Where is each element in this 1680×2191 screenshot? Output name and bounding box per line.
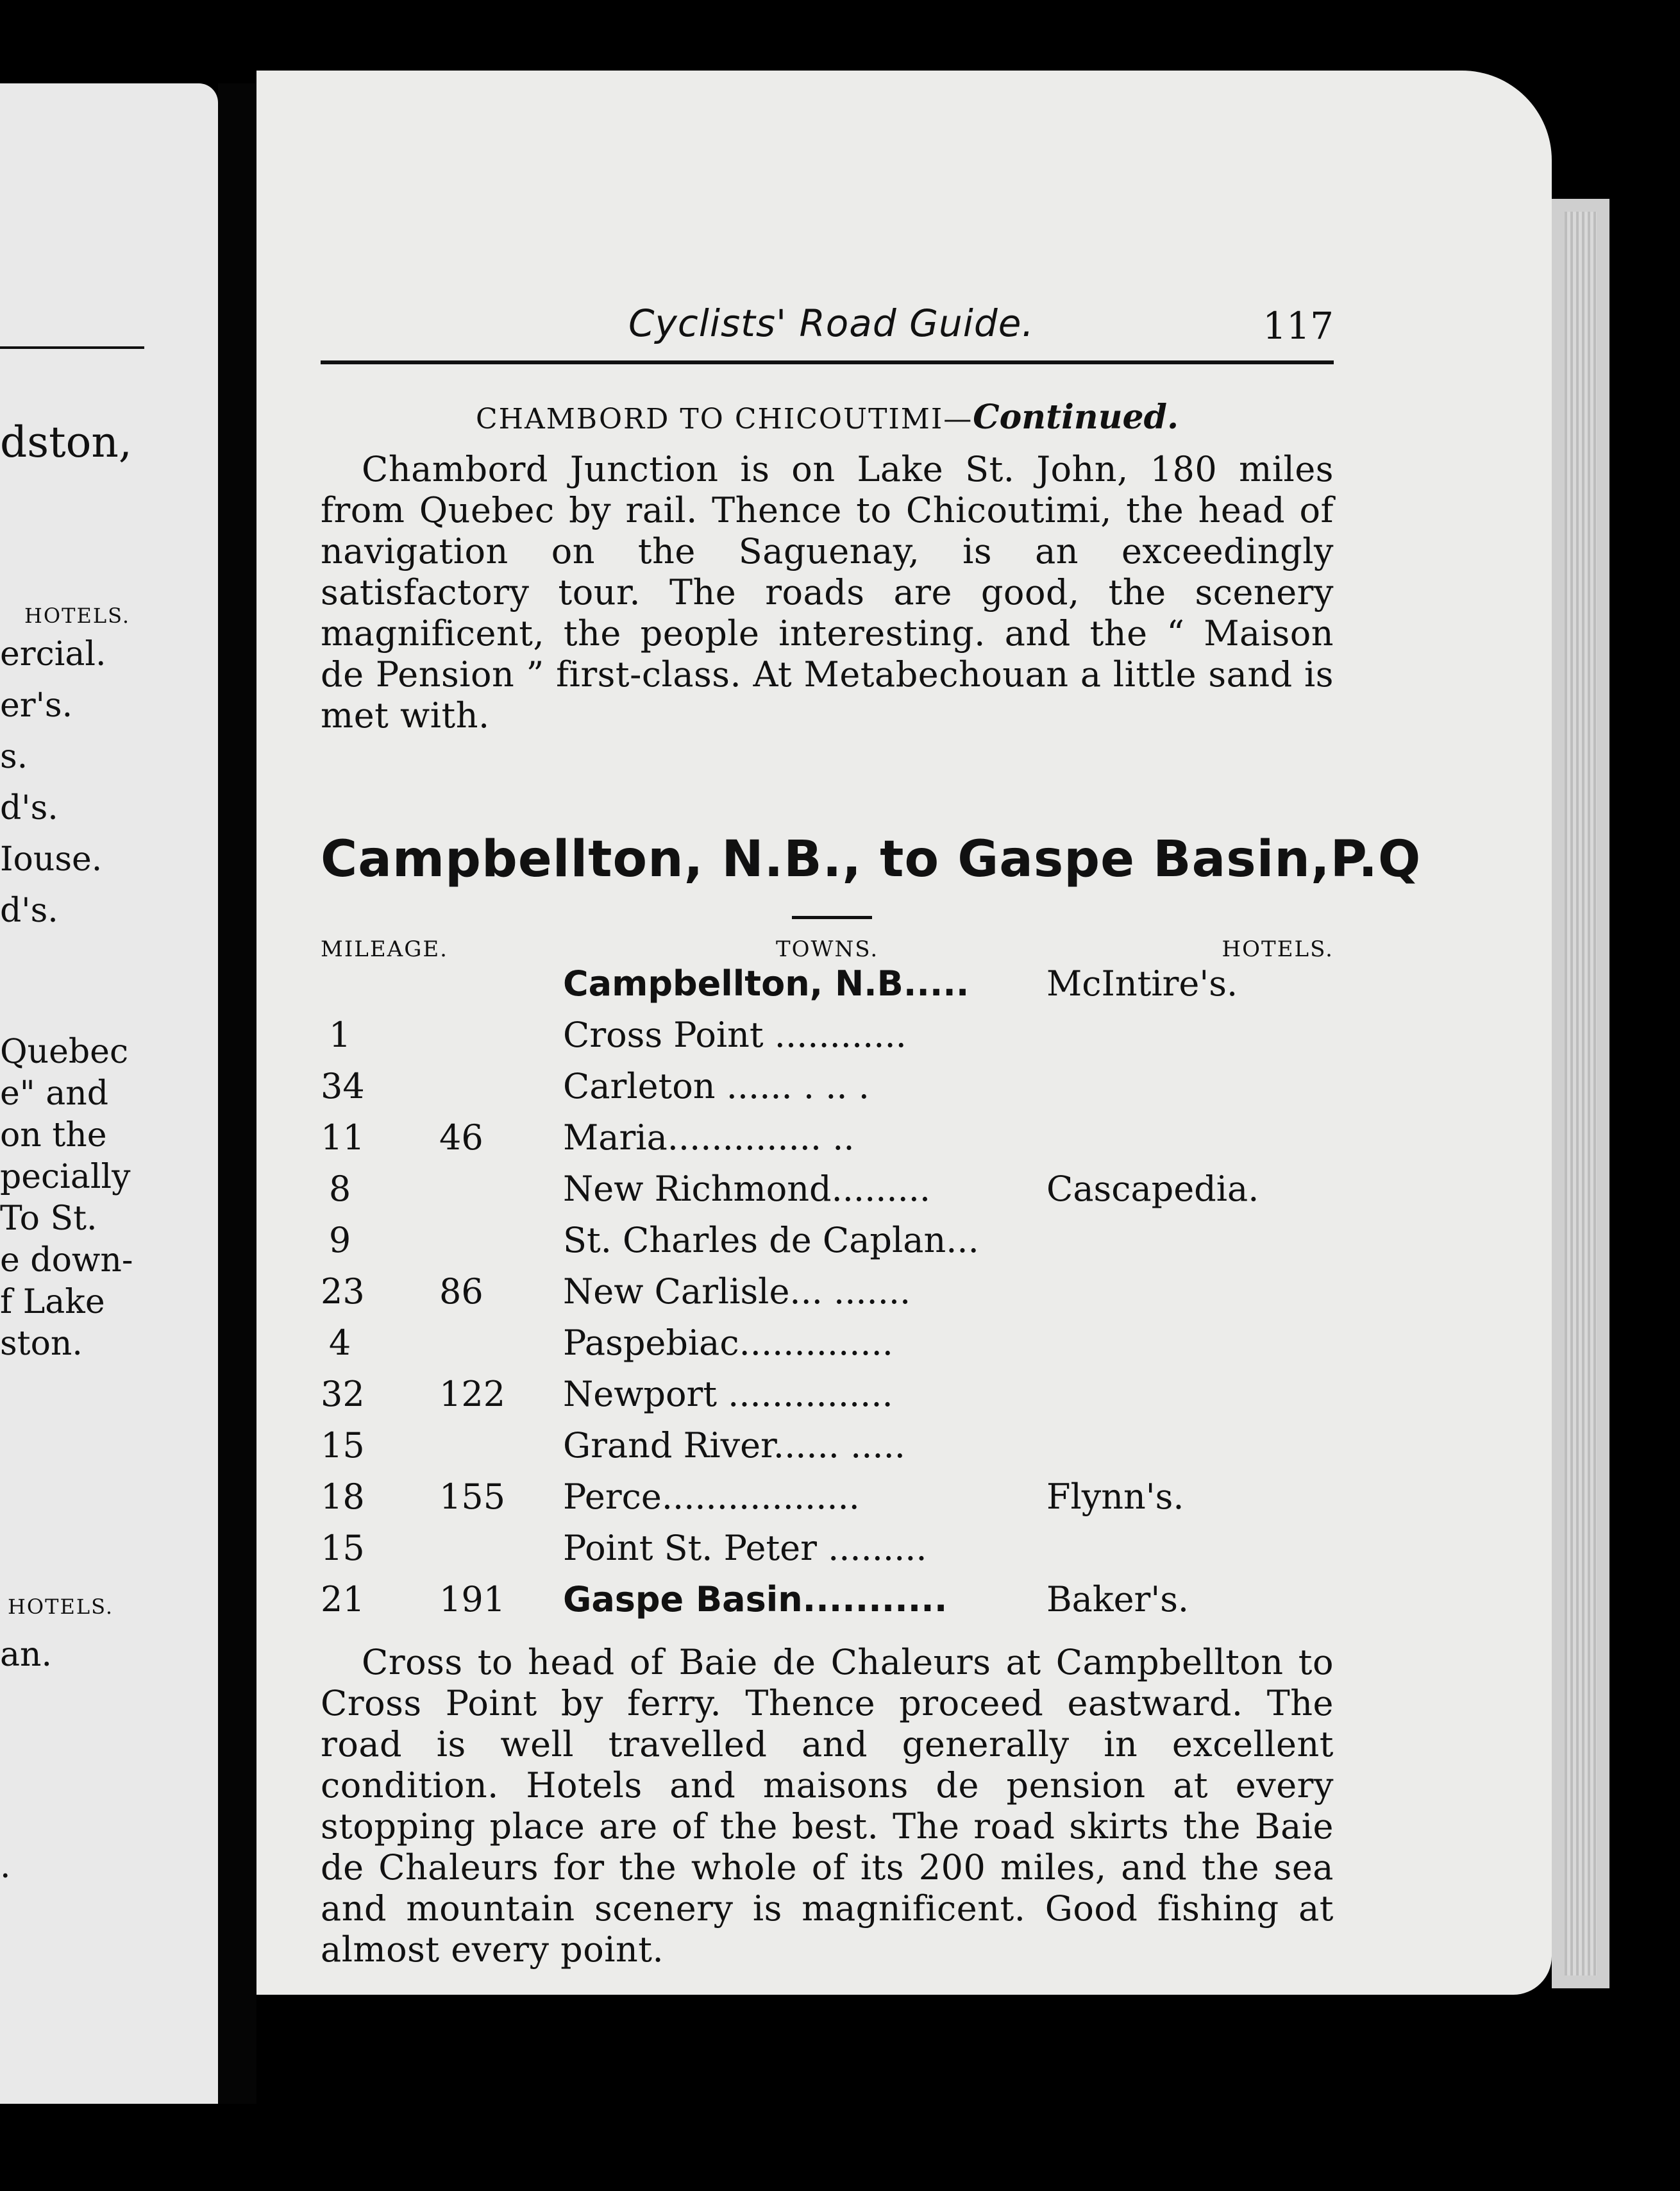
running-title: Cyclists' Road Guide. xyxy=(628,301,1034,345)
left-page-rule xyxy=(0,346,144,349)
town-cell: Cross Point ............ xyxy=(563,1015,907,1055)
table-row xyxy=(321,1476,1334,1528)
left-fragment: Quebec xyxy=(0,1033,129,1071)
table-row xyxy=(321,963,1334,1015)
cumulative-cell: 191 xyxy=(439,1579,506,1620)
town-cell: Perce.................. xyxy=(563,1476,860,1517)
left-fragment: To St. xyxy=(0,1199,97,1238)
town-cell: New Richmond......... xyxy=(563,1169,931,1209)
left-fragment: d's. xyxy=(0,789,58,827)
cumulative-cell: 155 xyxy=(439,1476,506,1517)
table-row xyxy=(321,1066,1334,1117)
left-fragment: dston, xyxy=(0,418,132,467)
table-row xyxy=(321,1117,1334,1169)
intro-paragraph: Chambord Junction is on Lake St. John, 180 miles from Quebec by rail. Thence to Chicoutimi, the head of navigation on the Saguenay, is an exceedingly satisfactory tour. The roads are good, the scenery magnificent, the people interesting. and the “ Maison de Pension ” first-class. At Metabechouan a little sand is met with. xyxy=(321,449,1334,736)
running-header xyxy=(321,301,1334,353)
mileage-cell: 23 xyxy=(321,1271,365,1312)
mileage-cell: 4 xyxy=(328,1323,351,1363)
left-fragment: ercial. xyxy=(0,635,106,673)
left-fragment: e down- xyxy=(0,1241,133,1280)
left-fragment: er's. xyxy=(0,686,73,725)
table-row xyxy=(321,1271,1334,1323)
mileage-cell: 8 xyxy=(328,1169,351,1209)
town-cell: Carleton ...... . .. . xyxy=(563,1066,869,1106)
left-fragment: an. xyxy=(0,1636,53,1674)
left-fragment: s. xyxy=(0,738,28,776)
left-fragment: . xyxy=(0,1847,11,1886)
title-rule xyxy=(792,916,872,919)
town-cell: New Carlisle... ....... xyxy=(563,1271,911,1312)
hotel-cell: Cascapedia. xyxy=(1046,1169,1259,1209)
mileage-cell: 32 xyxy=(321,1374,365,1414)
mileage-cell: 15 xyxy=(321,1528,365,1568)
page-number: 117 xyxy=(1263,304,1334,348)
left-fragment: Iouse. xyxy=(0,840,103,879)
town-cell: St. Charles de Caplan... xyxy=(563,1220,979,1260)
mileage-cell: 34 xyxy=(321,1066,365,1106)
page-edges-texture xyxy=(1565,212,1597,1975)
section-heading xyxy=(321,398,1334,437)
left-page xyxy=(0,83,218,2104)
right-page xyxy=(256,71,1552,1995)
table-row xyxy=(321,1220,1334,1271)
table-row xyxy=(321,1579,1334,1630)
book-spine xyxy=(218,83,256,2104)
table-row xyxy=(321,1425,1334,1476)
left-fragment: e" and xyxy=(0,1074,108,1113)
town-cell: Newport ............... xyxy=(563,1374,893,1414)
town-cell: Point St. Peter ......... xyxy=(563,1528,927,1568)
route-title: Campbellton, N.B., to Gaspe Basin,P.Q xyxy=(321,831,1422,888)
left-fragment: d's. xyxy=(0,892,58,930)
left-fragment: f Lake xyxy=(0,1283,105,1321)
mileage-cell: 21 xyxy=(321,1579,365,1620)
left-fragment: ston. xyxy=(0,1324,83,1363)
mileage-cell: 9 xyxy=(328,1220,351,1260)
town-cell: Campbellton, N.B..... xyxy=(563,963,970,1004)
town-cell: Grand River...... ..... xyxy=(563,1425,905,1466)
left-fragment: on the xyxy=(0,1116,107,1155)
cumulative-cell: 122 xyxy=(439,1374,506,1414)
mileage-cell: 18 xyxy=(321,1476,365,1517)
town-cell: Paspebiac.............. xyxy=(563,1323,893,1363)
header-rule xyxy=(321,360,1334,364)
table-row xyxy=(321,1323,1334,1374)
left-fragment: HOTELS. xyxy=(8,1595,114,1619)
section-lead: CHAMBORD TO CHICOUTIMI— xyxy=(475,403,973,436)
town-cell: Maria.............. .. xyxy=(563,1117,855,1158)
left-fragment: pecially xyxy=(0,1158,131,1196)
town-cell: Gaspe Basin........... xyxy=(563,1579,948,1620)
cumulative-cell: 86 xyxy=(439,1271,483,1312)
hotel-cell: Flynn's. xyxy=(1046,1476,1184,1517)
hotels-header: HOTELS. xyxy=(1222,936,1334,962)
hotel-cell: Baker's. xyxy=(1046,1579,1189,1620)
towns-header: TOWNS. xyxy=(776,936,879,962)
cumulative-cell: 46 xyxy=(439,1117,483,1158)
closing-paragraph: Cross to head of Baie de Chaleurs at Campbellton to Cross Point by ferry. Thence proceed eastward. The road is well travelled and generally in excellent condition. Hotels and maisons de pension at every stopping place are of the best. The road skirts the Baie de Chaleurs for the whole of its 200 miles, and the sea and mountain scenery is magnificent. Good fishing at almost every point. xyxy=(321,1642,1334,1970)
table-row xyxy=(321,1015,1334,1066)
table-row xyxy=(321,1169,1334,1220)
left-fragment: HOTELS. xyxy=(24,604,131,628)
mileage-cell: 1 xyxy=(328,1015,351,1055)
section-continued: Continued. xyxy=(973,398,1179,437)
table-row xyxy=(321,1374,1334,1425)
mileage-cell: 11 xyxy=(321,1117,365,1158)
mileage-cell: 15 xyxy=(321,1425,365,1466)
hotel-cell: McIntire's. xyxy=(1046,963,1238,1004)
mileage-header: MILEAGE. xyxy=(321,936,448,962)
table-row xyxy=(321,1528,1334,1579)
